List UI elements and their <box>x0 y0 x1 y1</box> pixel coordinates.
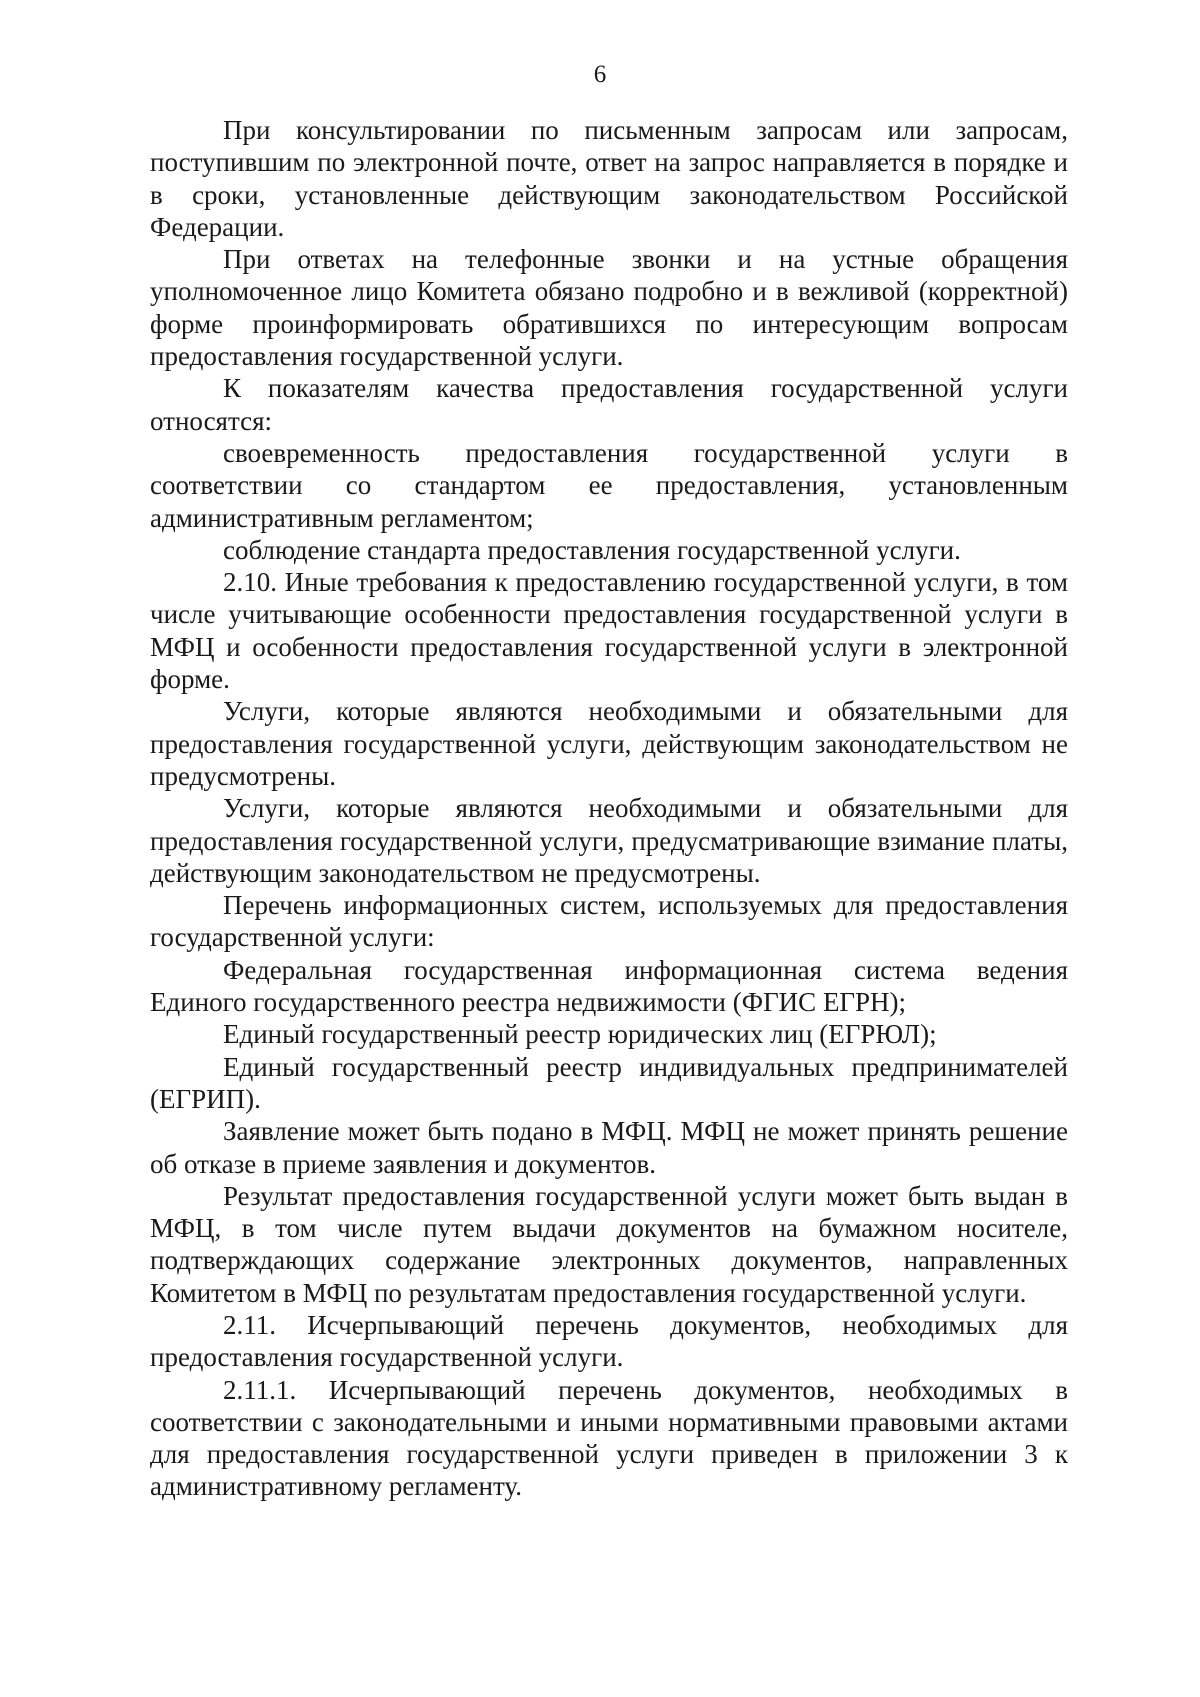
paragraph: При консультировании по письменным запросам или запросам, поступившим по электронной почте, ответ на запрос направляется в порядке и в сроки, установленные действующим законодательством Российской Федерации. <box>150 115 1068 242</box>
paragraph: Федеральная государственная информационная система ведения Единого государственного реестра недвижимости (ФГИС ЕГРН); <box>150 954 1068 1018</box>
page-number: 6 <box>593 61 607 88</box>
paragraph: Единый государственный реестр индивидуальных предпринимателей (ЕГРИП). <box>150 1051 1068 1114</box>
paragraph: Услуги, которые являются необходимыми и обязательными для предоставления государственной услуги, действующим законодательством не предусмотрены. <box>150 696 1068 791</box>
paragraph: К показателям качества предоставления государственной услуги относятся: <box>150 373 1068 436</box>
paragraph: Заявление может быть подано в МФЦ. МФЦ не может принять решение об отказе в приеме заявления и документов. <box>150 1116 1068 1179</box>
paragraph: 2.11. Исчерпывающий перечень документов, необходимых для предоставления государственной услуги. <box>150 1309 1068 1373</box>
paragraph: Результат предоставления государственной услуги может быть выдан в МФЦ, в том числе путем выдачи документов на бумажном носителе, подтверждающих содержание электронных документов, направленных Комитетом в МФЦ по результатам предоставления государственной услуги. <box>150 1180 1068 1308</box>
paragraph: При ответах на телефонные звонки и на устные обращения уполномоченное лицо Комитета обязано подробно и в вежливой (корректной) форме проинформировать обратившихся по интересующим вопросам предоставления государственной услуги. <box>150 244 1068 372</box>
paragraph: Перечень информационных систем, используемых для предоставления государственной услуги: <box>150 890 1068 953</box>
paragraph: Услуги, которые являются необходимыми и обязательными для предоставления государственной услуги, предусматривающие взимание платы, действующим законодательством не предусмотрены. <box>150 793 1068 888</box>
paragraph: Единый государственный реестр юридических лиц (ЕГРЮЛ); <box>223 1019 937 1050</box>
paragraph: 2.10. Иные требования к предоставлению государственной услуги, в том числе учитывающие особенности предоставления государственной услуги в МФЦ и особенности предоставления государственной услуги в электронной форме. <box>150 567 1068 695</box>
paragraph: своевременность предоставления государственной услуги в соответствии со стандартом ее предоставления, установленным административным регламентом; <box>150 437 1068 533</box>
paragraph: 2.11.1. Исчерпывающий перечень документов, необходимых в соответствии с законодательными и иными нормативными правовыми актами для предоставления государственной услуги приведен в приложении 3 к административному регламенту. <box>150 1374 1068 1502</box>
document-body <box>150 114 1068 1503</box>
paragraph: соблюдение стандарта предоставления государственной услуги. <box>223 534 961 565</box>
